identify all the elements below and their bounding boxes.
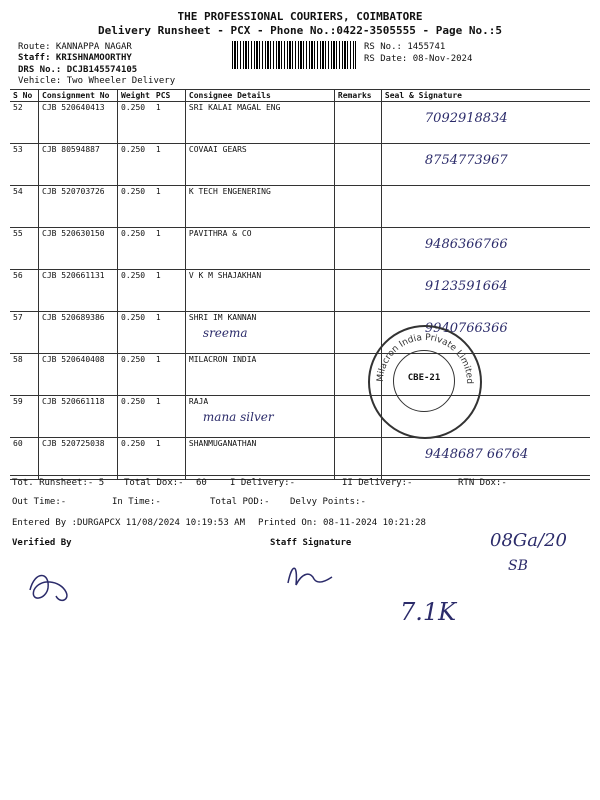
table-row <box>10 144 590 186</box>
row-signature <box>381 270 590 312</box>
row-consignee <box>185 354 334 396</box>
col-consignee: Consignee Details <box>185 90 334 102</box>
in-time: In Time:- <box>112 497 161 507</box>
row-sno: 52 <box>10 102 39 144</box>
table-row <box>10 312 590 354</box>
signature-handwriting: 9123591664 <box>424 279 508 294</box>
row-sno: 57 <box>10 312 39 354</box>
row-pcs: 1 <box>153 438 186 480</box>
row-weight: 0.250 <box>118 354 153 396</box>
row-signature <box>381 186 590 228</box>
row-consignee <box>185 144 334 186</box>
row-consignment: CJB 520640408 <box>39 354 118 396</box>
barcode <box>232 41 356 69</box>
row-consignment: CJB 80594887 <box>39 144 118 186</box>
row-signature <box>381 228 590 270</box>
row-consignment: CJB 520630150 <box>39 228 118 270</box>
handwritten-note: 08Ga/20 <box>490 530 567 551</box>
handwritten-mark: 7.1K <box>400 598 457 626</box>
col-weight: Weight <box>118 90 153 102</box>
runsheet-table <box>10 89 590 480</box>
row-pcs: 1 <box>153 396 186 438</box>
row-remarks <box>334 438 381 480</box>
row-remarks <box>334 102 381 144</box>
consignee-handwriting: mana silver <box>202 410 274 424</box>
row-weight: 0.250 <box>118 312 153 354</box>
row-consignee <box>185 270 334 312</box>
handwritten-initials: SB <box>508 558 528 574</box>
verified-by: Verified By <box>12 538 72 548</box>
vehicle: Vehicle: Two Wheeler Delivery <box>18 76 176 86</box>
row-consignee <box>185 312 334 354</box>
row-remarks <box>334 186 381 228</box>
route: Route: KANNAPPA NAGAR <box>18 42 132 52</box>
col-signature: Seal & Signature <box>381 90 590 102</box>
total-pod: Total POD:- <box>210 497 270 507</box>
entered-by: Entered By :DURGAPCX 11/08/2024 10:19:53 AM <box>12 518 245 528</box>
rs-date: RS Date: 08-Nov-2024 <box>364 54 473 64</box>
verifier-signature <box>20 560 80 610</box>
row-remarks <box>334 144 381 186</box>
row-consignment: CJB 520661131 <box>39 270 118 312</box>
row-consignee <box>185 228 334 270</box>
row-pcs: 1 <box>153 144 186 186</box>
row-sno: 53 <box>10 144 39 186</box>
table-row <box>10 438 590 480</box>
col-consignment: Consignment No <box>39 90 118 102</box>
table-row <box>10 396 590 438</box>
ii-delivery: II Delivery:- <box>342 478 413 488</box>
consignee-name: K TECH ENGENERING <box>188 187 271 196</box>
row-remarks <box>334 270 381 312</box>
table-row <box>10 354 590 396</box>
footer-divider <box>10 475 590 476</box>
row-weight: 0.250 <box>118 228 153 270</box>
drs-number: DRS No.: DCJB145574105 <box>18 65 138 75</box>
row-pcs: 1 <box>153 312 186 354</box>
row-sno: 58 <box>10 354 39 396</box>
consignee-name: SHRI IM KANNAN <box>188 313 257 322</box>
signature-handwriting: 9486366766 <box>424 237 508 252</box>
printed-on: Printed On: 08-11-2024 10:21:28 <box>258 518 426 528</box>
row-consignee <box>185 396 334 438</box>
col-remarks: Remarks <box>334 90 381 102</box>
total-runsheet: Tot. Runsheet:- 5 <box>12 478 105 488</box>
i-delivery: I Delivery:- <box>230 478 296 488</box>
signature-handwriting: 8754773967 <box>424 153 508 168</box>
seal-inner-text: CBE-21 <box>407 373 441 383</box>
signature-handwriting: 9448687 66764 <box>424 447 529 462</box>
row-weight: 0.250 <box>118 102 153 144</box>
row-consignee <box>185 438 334 480</box>
row-weight: 0.250 <box>118 396 153 438</box>
consignee-name: SHANMUGANATHAN <box>188 439 257 448</box>
row-signature <box>381 102 590 144</box>
col-sno: S No <box>10 90 39 102</box>
staff-signature-label: Staff Signature <box>270 538 352 548</box>
consignee-name: SRI KALAI MAGAL ENG <box>188 103 281 112</box>
row-consignment: CJB 520689386 <box>39 312 118 354</box>
col-pcs: PCS <box>153 90 186 102</box>
runsheet-subtitle: Delivery Runsheet - PCX - Phone No.:0422-3505555 - Page No.:5 <box>98 24 502 37</box>
consignee-name: COVAAI GEARS <box>188 145 247 154</box>
signature-handwriting: 7092918834 <box>424 111 508 126</box>
row-sno: 55 <box>10 228 39 270</box>
table-row <box>10 102 590 144</box>
row-sno: 60 <box>10 438 39 480</box>
row-consignment: CJB 520640413 <box>39 102 118 144</box>
row-sno: 59 <box>10 396 39 438</box>
staff-signature <box>280 555 340 595</box>
row-consignment: CJB 520725038 <box>39 438 118 480</box>
table-row <box>10 270 590 312</box>
row-consignee <box>185 102 334 144</box>
consignee-handwriting: sreema <box>202 326 248 340</box>
row-remarks <box>334 228 381 270</box>
row-pcs: 1 <box>153 354 186 396</box>
seal-text: Milacron India Private Limited <box>375 332 475 385</box>
row-pcs: 1 <box>153 270 186 312</box>
row-consignment: CJB 520661118 <box>39 396 118 438</box>
row-weight: 0.250 <box>118 144 153 186</box>
consignee-name: V K M SHAJAKHAN <box>188 271 262 280</box>
row-weight: 0.250 <box>118 270 153 312</box>
table-row <box>10 186 590 228</box>
seal-inner <box>393 350 455 412</box>
signature-handwriting: 9940766366 <box>424 321 508 336</box>
row-pcs: 1 <box>153 228 186 270</box>
rs-number: RS No.: 1455741 <box>364 42 446 52</box>
total-dox-value: 60 <box>196 478 207 488</box>
row-sno: 54 <box>10 186 39 228</box>
row-pcs: 1 <box>153 102 186 144</box>
staff: Staff: KRISHNAMOORTHY <box>18 53 132 63</box>
consignee-name: MILACRON INDIA <box>188 355 257 364</box>
row-signature <box>381 144 590 186</box>
row-pcs: 1 <box>153 186 186 228</box>
consignee-name: RAJA <box>188 397 209 406</box>
row-consignee <box>185 186 334 228</box>
row-weight: 0.250 <box>118 186 153 228</box>
row-weight: 0.250 <box>118 438 153 480</box>
out-time: Out Time:- <box>12 497 67 507</box>
consignee-name: PAVITHRA & CO <box>188 229 252 238</box>
row-signature <box>381 438 590 480</box>
row-sno: 56 <box>10 270 39 312</box>
delivery-points: Delvy Points:- <box>290 497 366 507</box>
total-dox-label: Total Dox:- <box>124 478 184 488</box>
row-consignment: CJB 520703726 <box>39 186 118 228</box>
rtn-dox: RTN Dox:- <box>458 478 507 488</box>
table-header-row <box>10 90 590 102</box>
company-name: THE PROFESSIONAL COURIERS, COIMBATORE <box>177 10 423 23</box>
table-row <box>10 228 590 270</box>
